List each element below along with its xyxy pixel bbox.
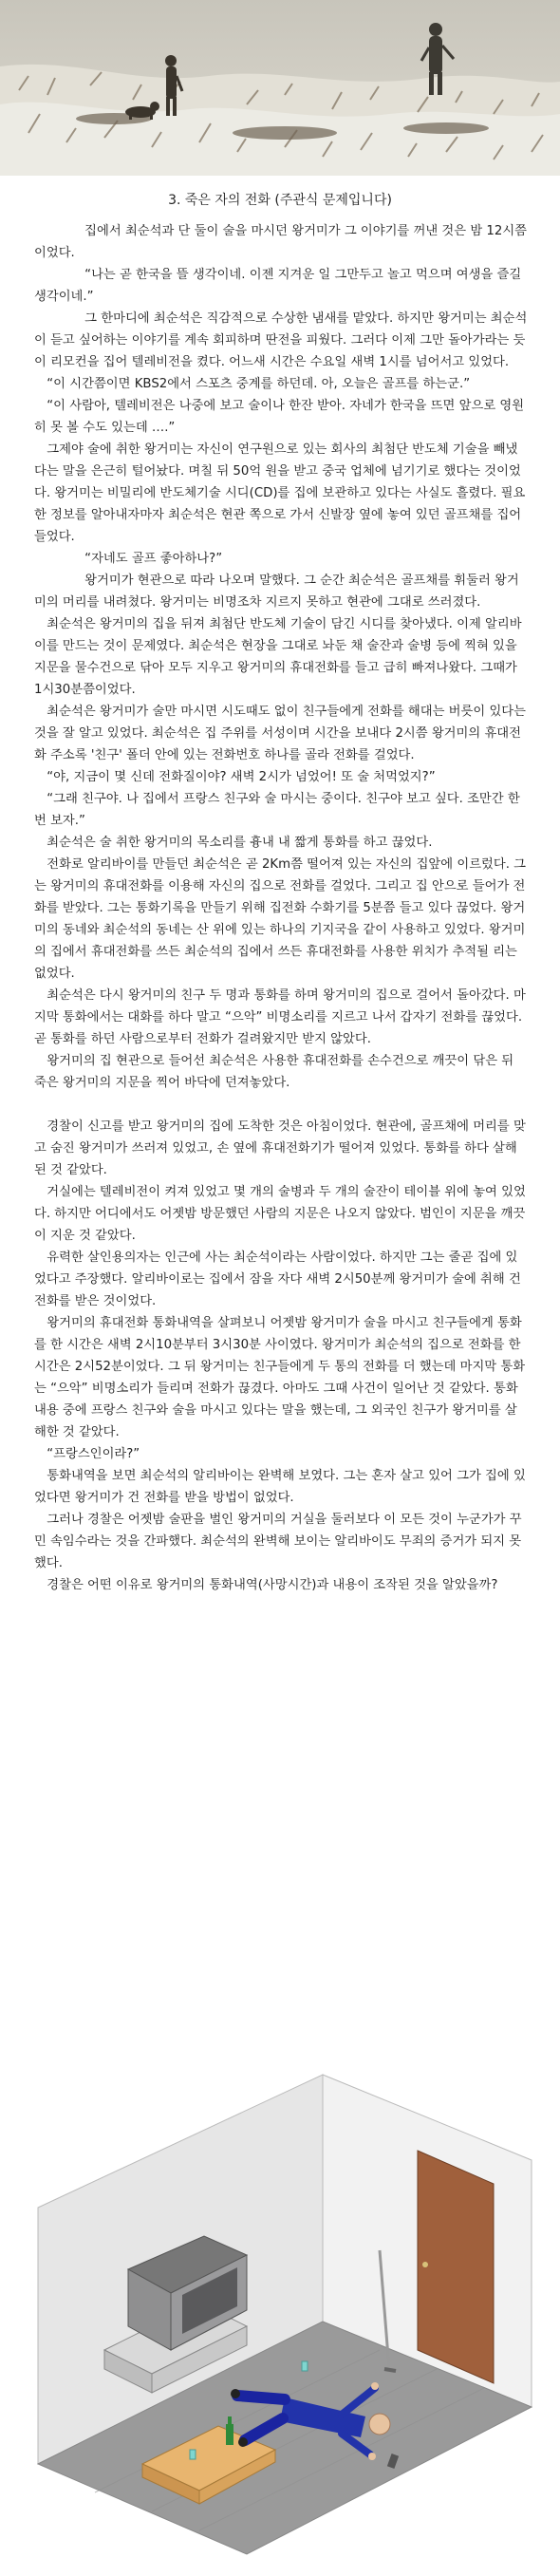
question-title: 3. 죽은 자의 전화 (주관식 문제입니다) — [168, 193, 392, 208]
paragraph: 그제야 술에 취한 왕거미는 자신이 연구원으로 있는 회사의 최첨단 반도체 기술을 빼냈다는 말을 은근히 털어놨다. 며칠 뒤 50억 원을 받고 중국 업체에 넘기기로 했다는 것이었다. 왕거미는 비밀리에 반도체기술 시디(CD)를 집에 보관하고 있다는 사실도 흘렸다. 필요한 정보를 알아내자마자 최순석은 현관 쪽으로 가서 신발장 옆에 놓여 있던 골프채를 집어 들었다. — [34, 442, 526, 544]
paragraph: 왕거미의 휴대전화 통화내역을 살펴보니 어젯밤 왕거미가 술을 마시고 친구들에게 통화를 한 시간은 새벽 2시10분부터 3시30분 사이였다. 왕거미가 최순석의 집으로 전화를 한 시간은 2시52분이었다. 그 뒤 왕거미는 친구들에게 두 통의 전화를 더 했는데 마지막 통화는 “으악” 비명소리가 들리며 전화가 끊겼다. 아마도 그때 사건이 일어난 것 같았다. 통화내용 중에 프랑스 친구와 술을 마시고 있다는 말을 했는데, 그 외국인 친구가 왕거미를 살해한 것 같았다. — [34, 1316, 526, 1439]
paragraph: “프랑스인이라?” — [34, 1447, 140, 1461]
section-gap — [34, 1094, 528, 1116]
paragraph: 왕거미의 집 현관으로 들어선 최순석은 사용한 휴대전화를 손수건으로 깨끗이 닦은 뒤 죽은 왕거미의 지문을 찍어 바닥에 던져놓았다. — [34, 1054, 514, 1090]
paragraph: 통화내역을 보면 최순석의 알리바이는 완벽해 보였다. 그는 혼자 살고 있어 그가 집에 있었다면 왕거미가 건 전화를 받을 방법이 없었다. — [34, 1469, 526, 1505]
paragraph: 경찰이 신고를 받고 왕거미의 집에 도착한 것은 아침이었다. 현관에, 골프채에 머리를 맞고 숨진 왕거미가 쓰러져 있었고, 손 옆에 휴대전화기가 떨어져 있었다. 통화를 하다 살해된 것 같았다. — [34, 1119, 526, 1177]
paragraph: 왕거미가 현관으로 따라 나오며 말했다. 그 순간 최순석은 골프채를 휘둘러 왕거미의 머리를 내려쳤다. 왕거미는 비명조차 지르지 못하고 현관에 그대로 쓰러졌다. — [34, 573, 519, 610]
glass-icon — [190, 2450, 196, 2459]
paragraph: 그러나 경찰은 어젯밤 술판을 벌인 왕거미의 거실을 둘러보다 이 모든 것이 누군가가 꾸민 속임수라는 것을 간파했다. 최순석의 완벽해 보이는 알리바이도 무죄의 증거가 되지 못했다. — [34, 1513, 522, 1570]
door-knob — [422, 2262, 428, 2267]
paragraph: 경찰은 어떤 이유로 왕거미의 통화내역(사망시간)과 내용이 조작된 것을 알았을까? — [34, 1578, 498, 1592]
paragraph: “이 사람아, 텔레비전은 나중에 보고 술이나 한잔 받아. 자네가 한국을 뜨면 앞으로 영원히 못 볼 수도 있는데 ….” — [34, 399, 525, 435]
paragraph: “그래 친구야. 나 집에서 프랑스 친구와 술 마시는 중이다. 친구야 보고 싶다. 조만간 한번 보자.” — [34, 792, 520, 828]
story-text — [34, 220, 528, 1596]
paragraph: “이 시간쯤이면 KBS2에서 스포츠 중계를 하던데. 아, 오늘은 골프를 하는군.” — [34, 377, 471, 391]
paragraph: 최순석은 왕거미가 술만 마시면 시도때도 없이 친구들에게 전화를 해대는 버릇이 있다는 것을 잘 알고 있었다. 최순석은 집 주위를 서성이며 시간을 보내다 2시쯤 왕거미의 휴대전화 주소록 '친구' 폴더 안에 있는 전화번호 하나를 골라 전화를 걸었다. — [34, 705, 526, 762]
door — [418, 2151, 494, 2383]
paragraph: 거실에는 텔레비전이 켜져 있었고 몇 개의 술병과 두 개의 술잔이 테이블 위에 놓여 있었다. 하지만 어디에서도 어젯밤 방문했던 사람의 지문은 나오지 않았다. 범인이 지문을 깨끗이 지운 것 같았다. — [34, 1185, 526, 1243]
crime-scene-illustration — [0, 2065, 560, 2559]
paragraph: 그 한마디에 최순석은 직감적으로 수상한 냄새를 맡았다. 하지만 왕거미는 최순석이 듣고 싶어하는 이야기를 계속 회피하며 딴전을 피웠다. 그러다 이제 그만 돌아가라는 듯이 리모컨을 집어 텔레비전을 켰다. 어느새 시간은 수요일 새벽 1시를 넘어서고 있었다. — [34, 311, 528, 369]
paragraph: “야, 지금이 몇 신데 전화질이야? 새벽 2시가 넘었어! 또 술 처먹었지?” — [34, 770, 436, 784]
paragraph: 최순석은 술 취한 왕거미의 목소리를 흉내 내 짧게 통화를 하고 끊었다. — [34, 836, 433, 850]
paragraph: 유력한 살인용의자는 인근에 사는 최순석이라는 사람이었다. 하지만 그는 줄곧 집에 있었다고 주장했다. 알리바이로는 집에서 잠을 자다 새벽 2시50분께 왕거미가 술에 취해 건 전화를 받은 것이었다. — [34, 1250, 521, 1308]
paragraph: 최순석은 다시 왕거미의 친구 두 명과 통화를 하며 왕거미의 집으로 걸어서 돌아갔다. 마지막 통화에서는 대화를 하다 말고 “으악” 비명소리를 지르고 나서 갑자기 전화를 끊었다. 곧 통화를 하던 사람으로부터 전화가 걸려왔지만 받지 않았다. — [34, 988, 526, 1046]
paragraph: 최순석은 왕거미의 집을 뒤져 최첨단 반도체 기술이 담긴 시디를 찾아냈다. 이제 알리바이를 만드는 것이 문제였다. 최순석은 현장을 그대로 놔둔 채 술잔과 술병 등에 찍혀 있을 지문을 물수건으로 닦아 모두 지우고 왕거미의 휴대전화를 들고 급히 빠져나왔다. 그때가 1시30분쯤이었다. — [34, 617, 522, 697]
bottle-icon — [226, 2424, 233, 2445]
paragraph: 전화로 알리바이를 만들던 최순석은 곧 2Km쯤 떨어져 있는 자신의 집앞에 이르렀다. 그는 왕거미의 휴대전화를 이용해 자신의 집으로 전화를 걸었다. 그리고 집 안으로 들어가 전화를 받았다. 그는 통화기록을 만들기 위해 집전화 수화기를 5분쯤 들고 있다 끊었다. 왕거미의 동네와 최순석의 동네는 산 위에 있는 하나의 기지국을 같이 사용하고 있었다. 왕거미의 집에서 휴대전화를 쓰든 최순석의 집에서 쓰든 휴대전화를 사용한 위치가 추적될 리는 없었다. — [34, 857, 527, 981]
paragraph: 집에서 최순석과 단 둘이 술을 마시던 왕거미가 그 이야기를 꺼낸 것은 밤 12시쯤이었다. — [34, 224, 528, 260]
paragraph: “나는 곧 한국을 뜰 생각이네. 이젠 지겨운 일 그만두고 놀고 먹으며 여생을 즐길 생각이네.” — [34, 268, 522, 304]
winter-scene-illustration — [0, 0, 560, 179]
paragraph: “자네도 골프 좋아하나?” — [34, 552, 223, 566]
